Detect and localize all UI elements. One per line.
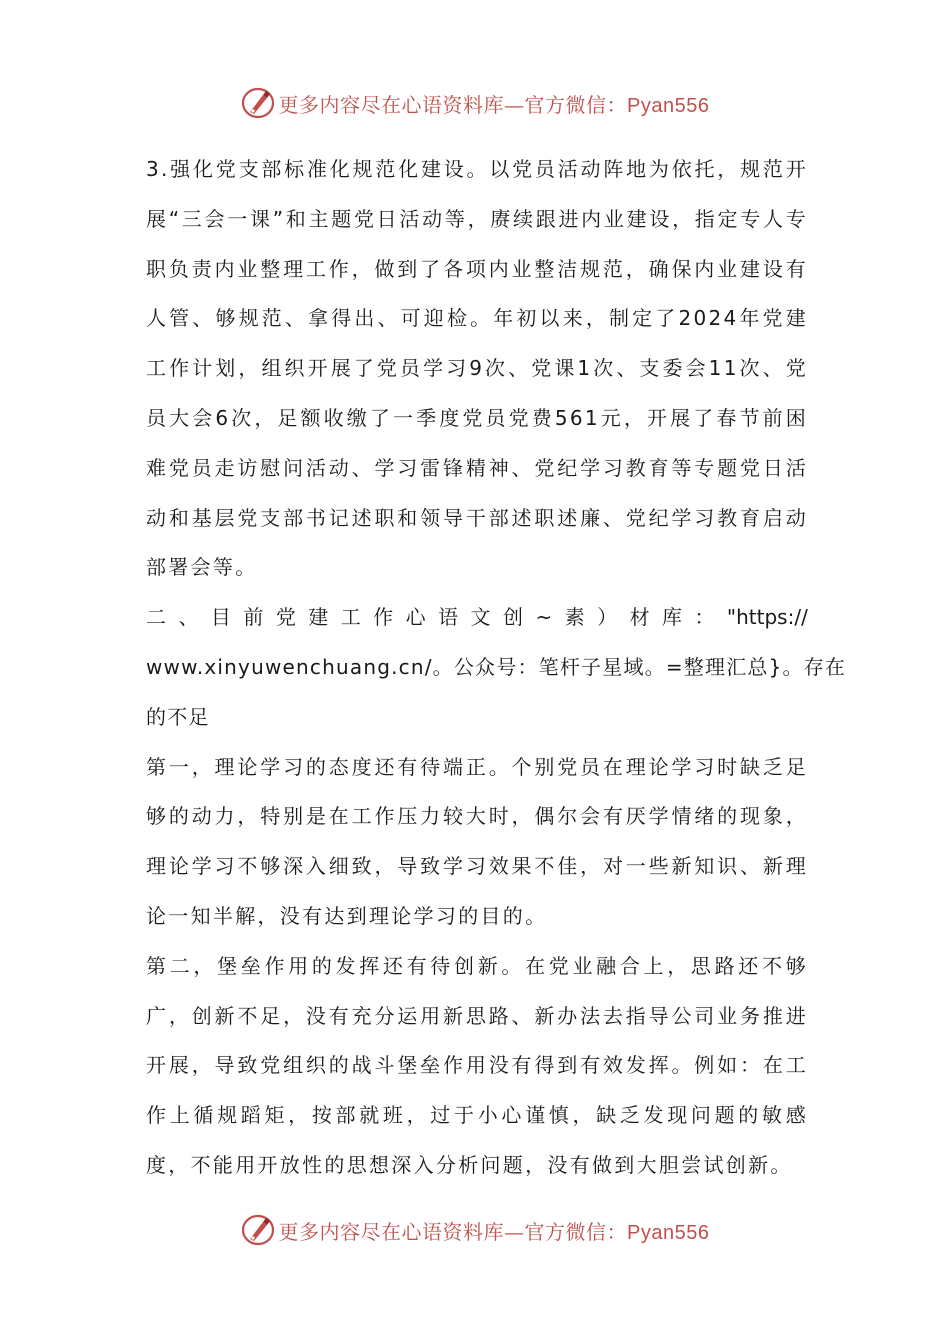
heading-char: 党 [275,605,296,630]
heading-char: 作 [373,605,394,630]
watermark-text [279,89,710,118]
heading-char: 、 [178,605,199,630]
paragraph-standardization: 3.强化党支部标准化规范化建设。以党员活动阵地为依托，规范开展“三会一课”和主题党日活动等，赓续跟进内业建设，指定专人专职负责内业整理工作，做到了各项内业整洁规范，确保内业建设有人管、够规范、拿得出、可迎检。年初以来，制定了2024年党建工作计划，组织开展了党员学习9次、党课1次、支委会11次、党员大会6次，足额收缴了一季度党员党费561元，开展了春节前困难党员走访慰问活动、学习雷锋精神、党纪学习教育等专题党日活动和基层党支部书记述职和领导干部述职述廉、党纪学习教育启动部署会等。 [146,157,808,580]
pen-nib-logo-icon [241,1213,275,1247]
heading-char: 建 [308,605,329,630]
header-watermark [0,83,950,123]
heading-char: 心 [405,605,426,630]
watermark-site: 更多内容尽在心语资料库 [278,1219,505,1244]
document-body [146,145,847,1191]
paragraph-fortress-role: 第二，堡垒作用的发挥还有待创新。在党业融合上，思路还不够广，创新不足，没有充分运用新思路、新办法去指导公司业务推进开展，导致党组织的战斗堡垒作用没有得到有效发挥。例如：在工作上循规蹈矩，按部就班，过于小心谨慎，缺乏发现问题的敏感度，不能用开放性的思想深入分析问题，没有做到大胆尝试创新。 [146,953,808,1177]
heading-char: "https:// [726,605,808,630]
watermark-site: 更多内容尽在心语资料库 [278,92,505,117]
footer-watermark [0,1210,950,1250]
heading-char: 二 [146,605,166,630]
paragraph-theory-study: 第一，理论学习的态度还有待端正。个别党员在理论学习时缺乏足够的动力，特别是在工作压力较大时，偶尔会有厌学情绪的现象，理论学习不够深入细致，导致学习效果不佳，对一些新知识、新理论一知半解，没有达到理论学习的目的。 [146,754,808,928]
heading-char: 库 [662,605,683,630]
watermark-separator: — [504,92,525,117]
heading-char: 工 [340,605,361,630]
watermark-wechat-label: 官方微信： [524,1219,628,1244]
section-heading-line3: 的不足 [146,704,210,729]
watermark-wechat-label: 官方微信： [524,92,628,117]
heading-char: 语 [438,605,459,630]
heading-char: 素 [564,605,585,630]
watermark-separator: — [504,1219,525,1244]
heading-char: ： [694,605,715,630]
watermark-text [279,1216,710,1245]
watermark-wechat-id: Pyan556 [627,1221,710,1244]
heading-char: 前 [243,605,264,630]
heading-char: 材 [629,605,650,630]
heading-char: ） [597,605,618,630]
section-heading-line1 [146,593,808,643]
heading-char: 文 [470,605,491,630]
heading-char: ~ [535,605,553,630]
heading-char: 目 [210,605,231,630]
pen-nib-logo-icon [241,86,275,120]
section-heading-line2: www.xinyuwenchuang.cn/。公众号：笔杆子星域。=整理汇总}。存在 [146,654,847,679]
watermark-wechat-id: Pyan556 [627,94,710,117]
heading-char: 创 [502,605,523,630]
